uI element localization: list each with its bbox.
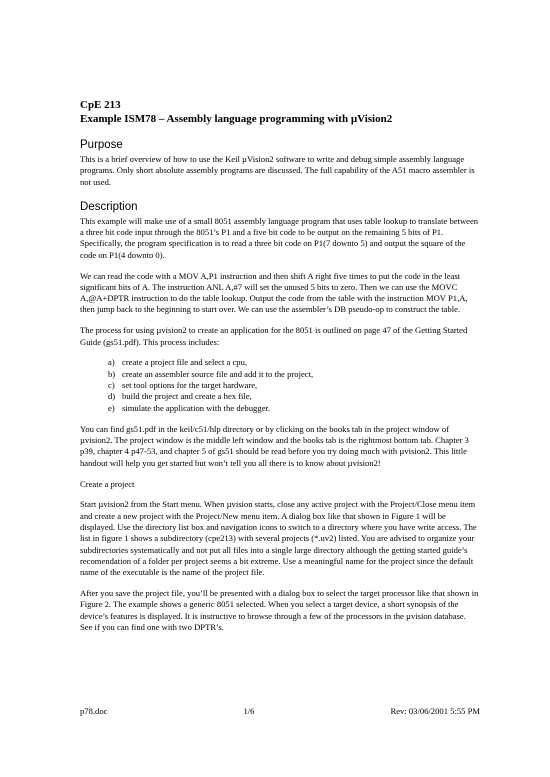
- list-item: e) simulate the application with the debugger.: [108, 402, 270, 413]
- create-project-heading: Create a project: [80, 478, 135, 489]
- description-paragraph-4: You can find gs51.pdf in the keil/c51/hlp directory or by clicking on the books tab in the project window of µvision2. The project window is the middle left window and the books tab is the rightmost bottom tab. Chapter 3 p39, chapter 4 p47-53, and chapter 5 of gs51 should be read before you try doing much with µvision2. This little handout will help you get started but won’t tell you all there is to know about µvision2!: [80, 423, 469, 468]
- purpose-heading: Purpose: [80, 139, 123, 151]
- description-paragraph-1: This example will make use of a small 8051 assembly language program that uses table lookup to translate between a three bit code input through the 8051’s P1 and a five bit code to be output on the remaining 5 bits of P1. Specifically, the program specification is to read a three bit code on P1(7 downto 5) and output the square of the code on P1(4 downto 0).: [80, 215, 479, 260]
- document-title: Example ISM78 – Assembly language programming with µVision2: [80, 113, 393, 125]
- purpose-text: This is a brief overview of how to use the Keil µVision2 software to write and debug simple assembly language programs. Only short absolute assembly programs are discussed. The full capability of the A51 macro assembler is not used.: [80, 154, 475, 187]
- course-title: CpE 213: [80, 99, 121, 111]
- list-item: d) build the project and create a hex file,: [108, 391, 252, 402]
- list-item: b) create an assembler source file and add it to the project,: [108, 368, 314, 379]
- create-project-paragraph-2: After you save the project file, you’ll be presented with a dialog box to select the target processor like that shown in Figure 2. The example shows a generic 8051 selected. When you select a target device, a short synopsis of the device’s features is displayed. It is instructive to browse through a few of the processors in the µvision database. See if you can find one with two DPTR’s.: [80, 587, 479, 632]
- process-steps-list: [80, 357, 480, 413]
- footer-page-number: 1/6: [243, 706, 255, 716]
- page-footer: [80, 706, 480, 716]
- list-item: c) set tool options for the target hardware,: [108, 379, 258, 390]
- footer-revision: Rev: 03/06/2001 5:55 PM: [390, 706, 480, 716]
- list-item: a) create a project file and select a cpu,: [108, 357, 248, 368]
- description-paragraph-3: The process for using µvision2 to create an application for the 8051 is outlined on page 47 of the Getting Started Guide (gs51.pdf). This process includes:: [80, 325, 468, 347]
- footer-filename: p78.doc: [80, 706, 108, 716]
- create-project-paragraph-1: Start µvision2 from the Start menu. When µvision starts, close any active project with the Project/Close menu item and create a new project with the Project/New menu item. A dialog box like that shown in Figure 1 will be displayed. Use the directory list box and navigation icons to switch to a directory where you have write access. The list in figure 1 shows a subdirectory (cpe213) with several projects (*.uv2) listed. You are advised to organize your subdirectories systematically and not put all files into a single large directory although the getting started guide’s recomendation of a folder per project seems a bit extreme. Use a meaningful name for the project since the default name of the executable is the name of the project file.: [80, 499, 477, 578]
- description-heading: Description: [80, 200, 138, 213]
- description-paragraph-2: We can read the code with a MOV A,P1 instruction and then shift A right five times to put the code in the least significant bits of A. The instruction ANL A,#7 will set the unused 5 bits to zero. Then we can use the MOVC A,@A+DPTR instruction to do the table lookup. Output the code from the table with the instruction MOV P1,A, then jump back to the beginning to start over. We can use the assembler’s DB pseudo-op to construct the table.: [80, 270, 468, 315]
- document-page: [80, 98, 480, 643]
